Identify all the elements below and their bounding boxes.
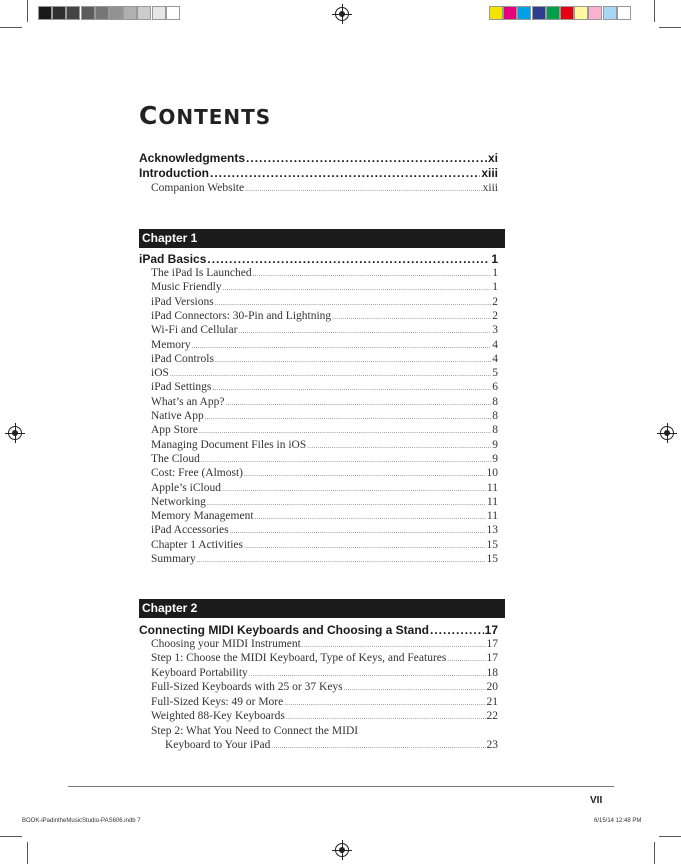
gray-swatch bbox=[81, 6, 95, 20]
leader-dots bbox=[244, 470, 486, 478]
entry-label: Networking bbox=[151, 495, 206, 508]
leader-dots bbox=[223, 284, 492, 292]
leader-dots bbox=[210, 166, 480, 180]
entry-label: iOS bbox=[151, 367, 169, 380]
toc-entry bbox=[151, 681, 498, 693]
registration-mark-icon bbox=[335, 843, 349, 857]
gray-swatch bbox=[38, 6, 52, 20]
leader-dots bbox=[197, 556, 486, 564]
entry-label: iPad Controls bbox=[151, 352, 214, 365]
leader-dots bbox=[344, 684, 486, 692]
entry-page: 3 bbox=[492, 324, 498, 337]
toc-entry bbox=[151, 710, 498, 722]
leader-dots bbox=[255, 513, 486, 521]
toc-entry bbox=[151, 367, 498, 379]
leader-dots bbox=[246, 151, 487, 165]
entry-label: App Store bbox=[151, 424, 198, 437]
gray-swatch bbox=[66, 6, 80, 20]
color-swatch bbox=[560, 6, 574, 20]
leader-dots bbox=[170, 370, 491, 378]
leader-dots bbox=[245, 185, 482, 193]
color-swatch bbox=[503, 6, 517, 20]
crop-mark bbox=[659, 27, 681, 28]
print-slug-file: BOOK-iPadintheMusicStudio-PAS606.indb 7 bbox=[22, 818, 141, 824]
leader-dots bbox=[332, 313, 491, 321]
toc-entry bbox=[151, 453, 498, 465]
leader-dots bbox=[215, 356, 491, 364]
color-swatch bbox=[489, 6, 503, 20]
toc-entry bbox=[151, 482, 498, 494]
entry-page: 18 bbox=[486, 666, 498, 679]
leader-dots bbox=[230, 527, 486, 535]
entry-label: iPad Accessories bbox=[151, 524, 229, 537]
gray-swatch bbox=[166, 6, 180, 20]
entry-page: 6 bbox=[492, 381, 498, 394]
entry-page: 1 bbox=[492, 281, 498, 294]
entry-label: Weighted 88-Key Keyboards bbox=[151, 710, 285, 723]
color-swatch bbox=[574, 6, 588, 20]
entry-label: Wi-Fi and Cellular bbox=[151, 324, 238, 337]
toc-entry bbox=[151, 496, 498, 508]
entry-label: What’s an App? bbox=[151, 395, 225, 408]
entry-page: 8 bbox=[492, 424, 498, 437]
toc-entry bbox=[151, 281, 498, 293]
entry-page: 17 bbox=[486, 652, 498, 665]
toc-entry bbox=[151, 267, 498, 279]
entry-page: 5 bbox=[492, 367, 498, 380]
gray-swatch bbox=[123, 6, 137, 20]
chapter-title bbox=[139, 252, 498, 266]
entry-page: 9 bbox=[492, 438, 498, 451]
gray-swatch bbox=[109, 6, 123, 20]
crop-mark bbox=[654, 842, 655, 864]
entry-label: Apple’s iCloud bbox=[151, 481, 221, 494]
entry-label: Cost: Free (Almost) bbox=[151, 467, 243, 480]
entry-page: 11 bbox=[486, 481, 498, 494]
entry-page: 11 bbox=[486, 510, 498, 523]
crop-mark bbox=[654, 0, 655, 22]
toc-entry bbox=[151, 324, 498, 336]
toc-entry bbox=[151, 310, 498, 322]
chapter-title bbox=[139, 623, 498, 637]
toc-entry bbox=[151, 396, 498, 408]
entry-page: 15 bbox=[486, 538, 498, 551]
entry-label: Companion Website bbox=[151, 182, 245, 194]
chapter-heading-bar: Chapter 2 bbox=[139, 599, 505, 618]
footer-rule bbox=[68, 786, 614, 787]
entry-page: 8 bbox=[492, 395, 498, 408]
toc-entry bbox=[151, 353, 498, 365]
entry-page: 20 bbox=[486, 681, 498, 694]
chapter-heading-bar: Chapter 1 bbox=[139, 229, 505, 248]
entry-label: Memory Management bbox=[151, 510, 254, 523]
toc-entry bbox=[151, 381, 498, 393]
toc-entry bbox=[151, 424, 498, 436]
color-swatch bbox=[617, 6, 631, 20]
leader-dots bbox=[215, 299, 492, 307]
entry-label: Introduction bbox=[139, 166, 209, 180]
toc-entry bbox=[151, 667, 498, 679]
entry-page: 13 bbox=[486, 524, 498, 537]
leader-dots bbox=[249, 670, 486, 678]
crop-mark bbox=[27, 0, 28, 22]
color-swatch bbox=[546, 6, 560, 20]
entry-label: Memory bbox=[151, 338, 191, 351]
entry-page: 4 bbox=[492, 338, 498, 351]
entry-label: Summary bbox=[151, 553, 196, 565]
entry-label: Choosing your MIDI Instrument bbox=[151, 638, 301, 650]
toc-section bbox=[139, 151, 498, 165]
toc-section bbox=[139, 166, 498, 180]
entry-label: Keyboard Portability bbox=[151, 666, 248, 679]
leader-dots bbox=[199, 427, 491, 435]
toc-entry bbox=[151, 439, 498, 451]
entry-page: 8 bbox=[492, 410, 498, 422]
leader-dots bbox=[244, 542, 486, 550]
entry-label: iPad Settings bbox=[151, 381, 212, 394]
entry-page: 2 bbox=[492, 309, 498, 322]
registration-mark-icon bbox=[335, 7, 349, 21]
color-swatch bbox=[517, 6, 531, 20]
leader-dots bbox=[447, 655, 485, 663]
entry-label: Music Friendly bbox=[151, 281, 222, 294]
entry-label: Full-Sized Keys: 49 or More bbox=[151, 695, 284, 708]
crop-mark bbox=[659, 836, 681, 837]
toc-entry bbox=[151, 553, 498, 565]
toc-entry bbox=[151, 296, 498, 308]
crop-mark bbox=[27, 842, 28, 864]
leader-dots bbox=[253, 270, 492, 278]
leader-dots bbox=[286, 713, 486, 721]
entry-label: Full-Sized Keyboards with 25 or 37 Keys bbox=[151, 681, 343, 694]
page-number: VII bbox=[590, 795, 603, 806]
entry-label: Managing Document Files in iOS bbox=[151, 438, 307, 451]
entry-page: 17 bbox=[484, 623, 498, 637]
entry-label: iPad Versions bbox=[151, 295, 214, 308]
entry-label: iPad Connectors: 30-Pin and Lightning bbox=[151, 309, 332, 322]
leader-dots bbox=[201, 456, 491, 464]
toc-entry bbox=[151, 339, 498, 351]
entry-label: Connecting MIDI Keyboards and Choosing a Stand bbox=[139, 623, 430, 637]
crop-mark bbox=[0, 836, 22, 837]
color-swatch bbox=[588, 6, 602, 20]
entry-page: 22 bbox=[486, 710, 498, 723]
entry-label: Keyboard to Your iPad bbox=[165, 739, 271, 752]
entry-page: 23 bbox=[486, 739, 498, 752]
toc-entry bbox=[151, 539, 498, 551]
entry-label: Native App bbox=[151, 410, 204, 422]
toc-entry bbox=[151, 510, 498, 522]
toc-entry bbox=[165, 739, 498, 751]
entry-page: 4 bbox=[492, 352, 498, 365]
gray-swatch bbox=[95, 6, 109, 20]
entry-page: xiii bbox=[482, 182, 498, 194]
leader-dots bbox=[238, 327, 491, 335]
leader-dots bbox=[307, 442, 491, 450]
entry-label: Step 2: What You Need to Connect the MIDI bbox=[151, 724, 359, 737]
page-title: CONTENTS bbox=[139, 101, 272, 130]
entry-page: 1 bbox=[491, 252, 498, 266]
registration-mark-icon bbox=[660, 426, 674, 440]
toc-entry bbox=[151, 410, 498, 422]
gray-swatch bbox=[52, 6, 66, 20]
leader-dots bbox=[430, 623, 484, 637]
leader-dots bbox=[222, 485, 486, 493]
entry-label: Step 1: Choose the MIDI Keyboard, Type of Keys, and Features bbox=[151, 652, 447, 665]
toc-entry bbox=[151, 725, 498, 737]
leader-dots bbox=[212, 384, 491, 392]
leader-dots bbox=[192, 342, 492, 350]
leader-dots bbox=[207, 252, 490, 266]
toc-entry bbox=[151, 182, 498, 194]
entry-page: 10 bbox=[486, 467, 498, 480]
color-swatch bbox=[532, 6, 546, 20]
print-slug-date: 6/15/14 12:48 PM bbox=[594, 818, 642, 824]
entry-label: Chapter 1 Activities bbox=[151, 538, 243, 551]
gray-swatch bbox=[137, 6, 151, 20]
toc-entry bbox=[151, 696, 498, 708]
leader-dots bbox=[225, 399, 491, 407]
toc-entry bbox=[151, 467, 498, 479]
entry-label: The Cloud bbox=[151, 452, 200, 465]
gray-swatch bbox=[152, 6, 166, 20]
registration-mark-icon bbox=[8, 426, 22, 440]
leader-dots bbox=[271, 742, 485, 750]
leader-dots bbox=[207, 499, 486, 507]
toc-entry bbox=[151, 638, 498, 650]
entry-page: xi bbox=[487, 151, 498, 165]
crop-mark bbox=[0, 27, 22, 28]
entry-label: iPad Basics bbox=[139, 252, 207, 266]
entry-page: 11 bbox=[486, 495, 498, 508]
leader-dots bbox=[205, 413, 492, 421]
leader-dots bbox=[302, 641, 486, 649]
entry-page: 17 bbox=[486, 638, 498, 650]
toc-entry bbox=[151, 652, 498, 664]
entry-page: 21 bbox=[486, 695, 498, 708]
color-swatch bbox=[603, 6, 617, 20]
entry-label: Acknowledgments bbox=[139, 151, 246, 165]
entry-label: The iPad Is Launched bbox=[151, 267, 252, 279]
toc-entry bbox=[151, 524, 498, 536]
leader-dots bbox=[284, 699, 485, 707]
entry-page: 9 bbox=[492, 452, 498, 465]
entry-page: 15 bbox=[486, 553, 498, 565]
entry-page: 2 bbox=[492, 295, 498, 308]
entry-page: 1 bbox=[492, 267, 498, 279]
entry-page: xiii bbox=[481, 166, 498, 180]
